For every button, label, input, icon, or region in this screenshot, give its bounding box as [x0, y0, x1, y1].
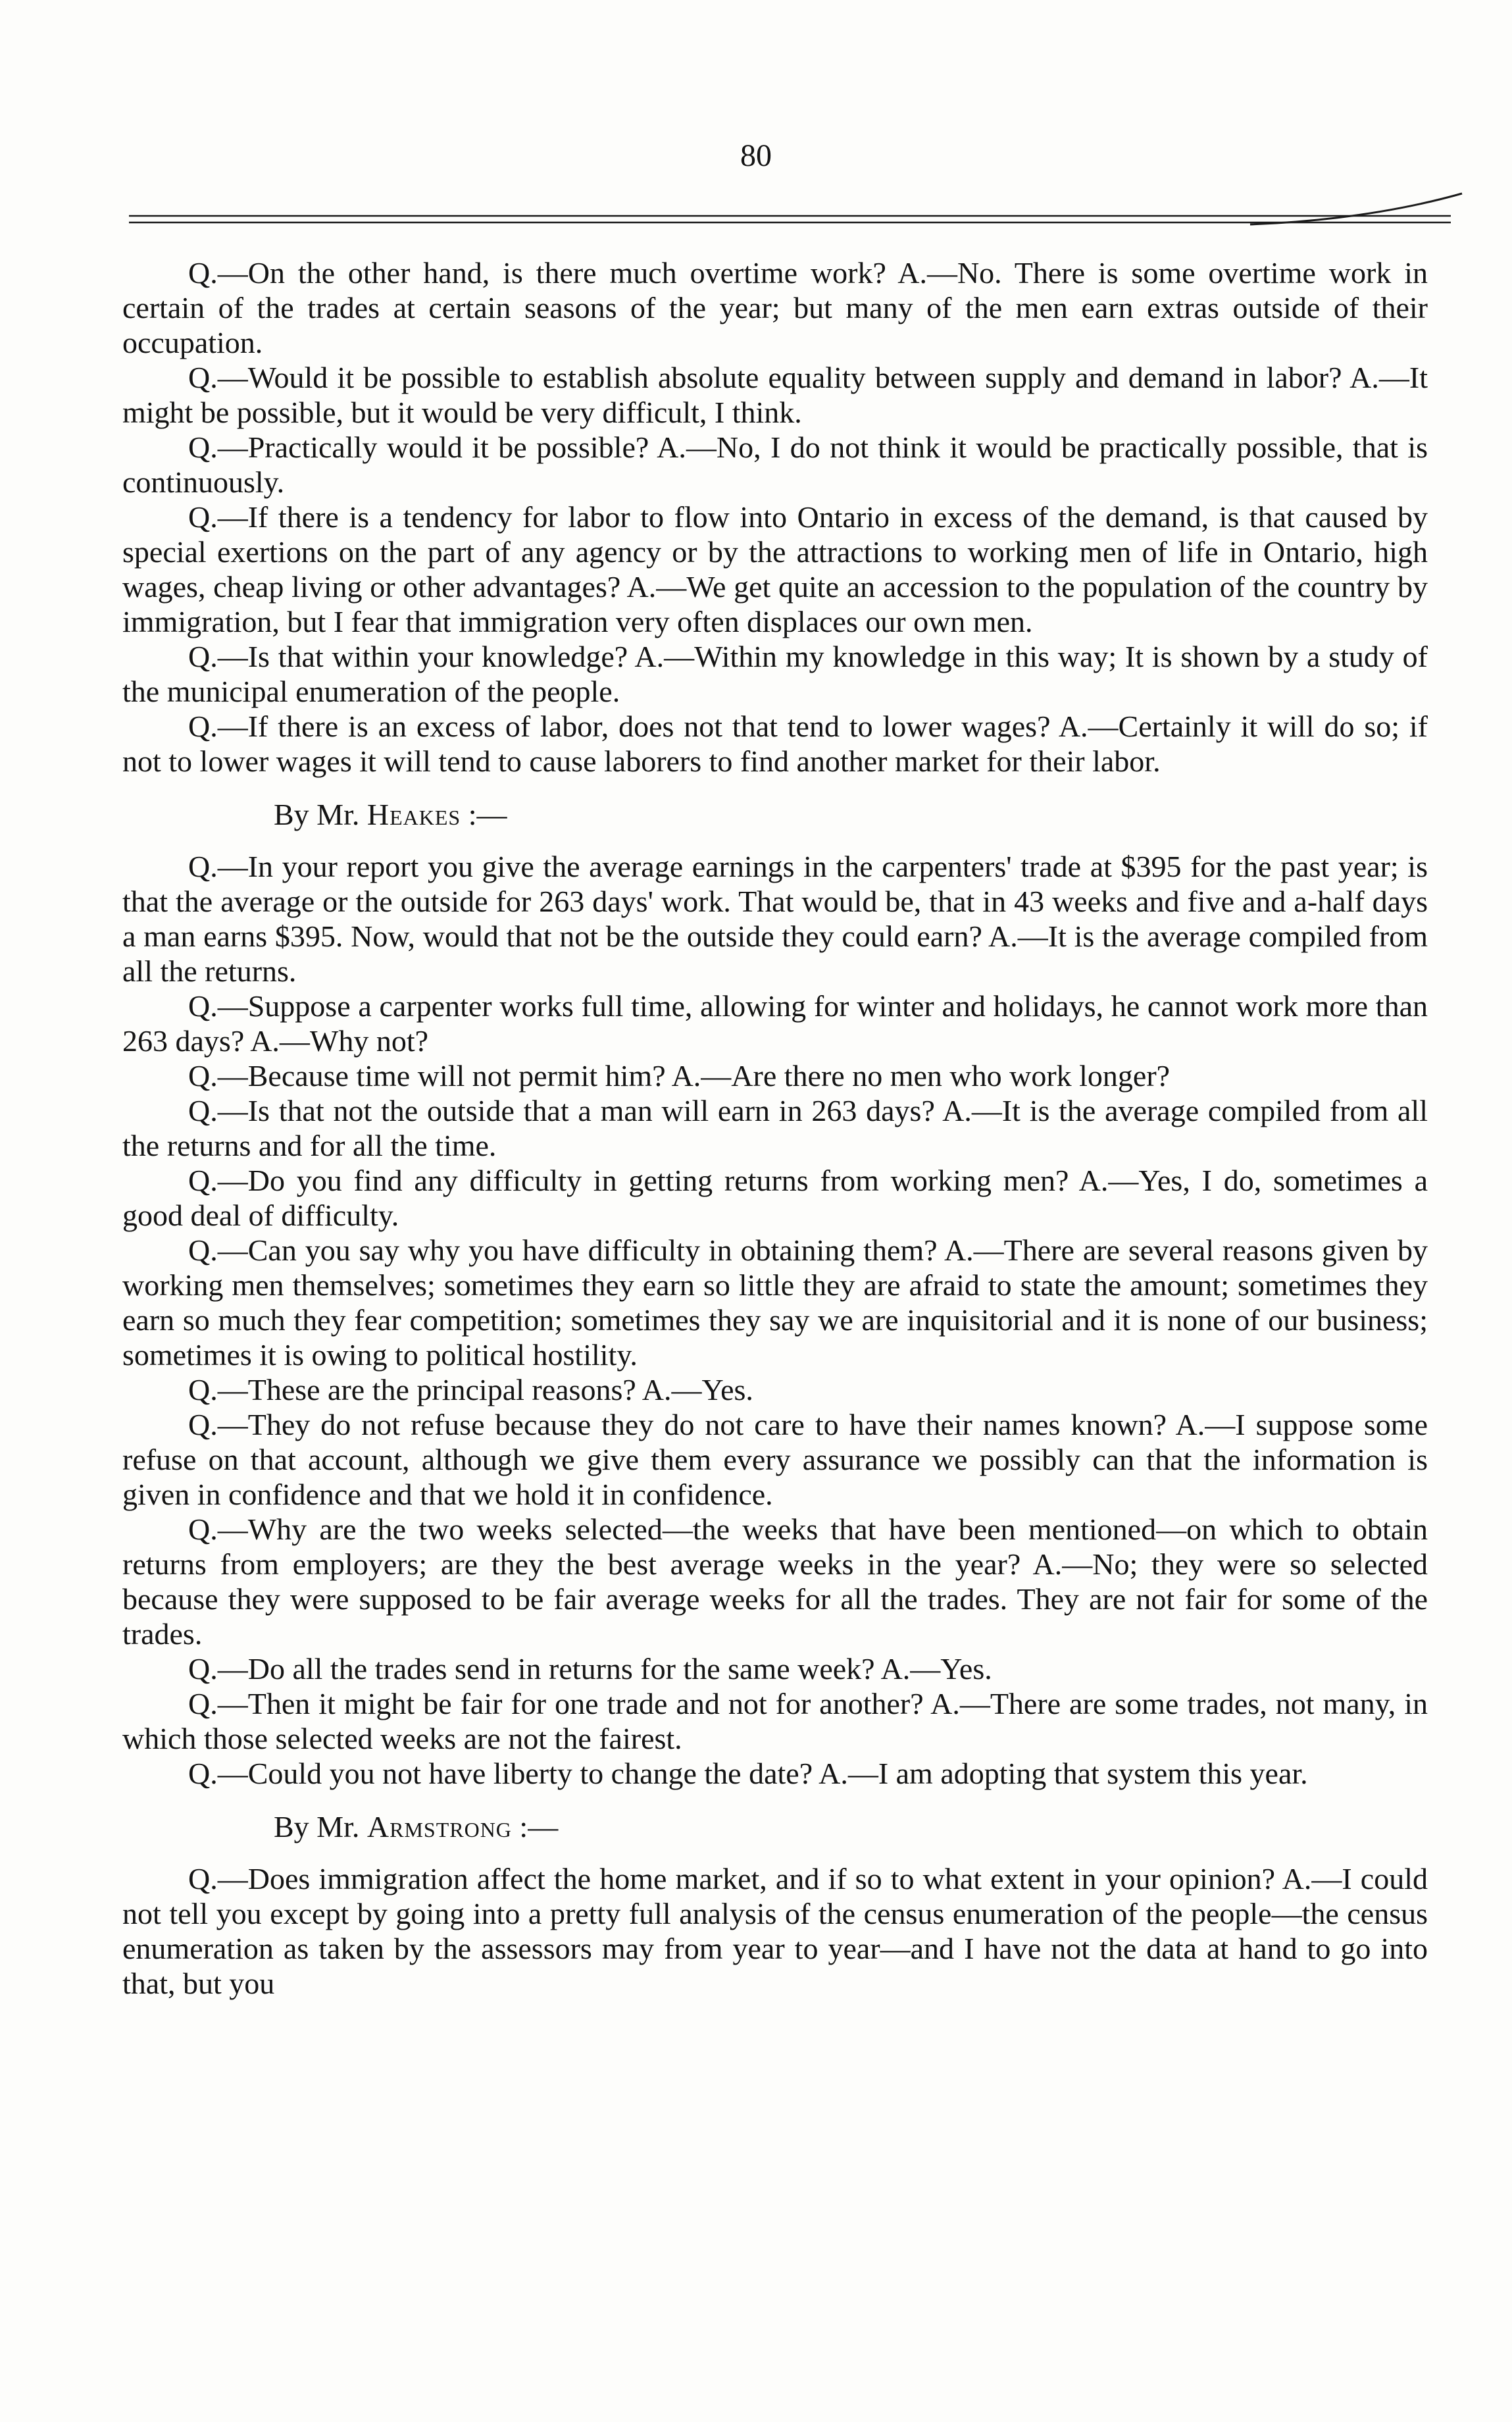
header-double-rule	[0, 0, 1512, 263]
testimony-paragraph: Q.—If there is a tendency for labor to flow into Ontario in excess of the demand, is that caused by special exertions on the part of any agency or by the attractions to working men of life in Ontario, high wages, cheap living or other advantages? A.—We get quite an accession to the population of the country by immigration, but I fear that immigration very often displaces our own men.	[122, 500, 1428, 638]
byline-suffix: :—	[511, 1810, 559, 1843]
examiner-byline	[122, 797, 1428, 832]
testimony-paragraph: Q.—Would it be possible to establish absolute equality between supply and demand in labor? A.—It might be possible, but it would be very difficult, I think.	[122, 361, 1428, 429]
examiner-byline	[122, 1809, 1428, 1844]
byline-suffix: :—	[461, 798, 507, 831]
testimony-paragraph: Q.—They do not refuse because they do not care to have their names known? A.—I suppose some refuse on that account, although we give them every assurance we possibly can that the information is given in confidence and that we hold it in confidence.	[122, 1408, 1428, 1511]
testimony-paragraph: Q.—Because time will not permit him? A.—Are there no men who work longer?	[188, 1059, 1171, 1093]
testimony-paragraph: Q.—Does immigration affect the home market, and if so to what extent in your opinion? A.—I could not tell you except by going into a pretty full analysis of the census enumeration of the people—the census enumeration as taken by the assessors may from year to year—and I have not the data at hand to go into that, but you	[122, 1862, 1428, 2000]
byline-prefix: By Mr.	[274, 1810, 367, 1843]
header-rule-swash	[1250, 193, 1462, 224]
testimony-paragraph: Q.—Can you say why you have difficulty in obtaining them? A.—There are several reasons given by working men themselves; sometimes they earn so little they are afraid to state the amount; sometimes they earn so much they fear competition; sometimes they say we are inquisitorial and it is none of our business; sometimes it is owing to political hostility.	[122, 1233, 1428, 1372]
testimony-paragraph: Q.—Could you not have liberty to change the date? A.—I am adopting that system this year.	[188, 1757, 1308, 1790]
examiner-name: Heakes	[366, 798, 461, 831]
page-body	[122, 255, 1428, 2001]
testimony-paragraph: Q.—Suppose a carpenter works full time, allowing for winter and holidays, he cannot work more than 263 days? A.—Why not?	[122, 989, 1428, 1058]
testimony-paragraph: Q.—Is that not the outside that a man will earn in 263 days? A.—It is the average compiled from all the returns and for all the time.	[122, 1094, 1428, 1162]
testimony-paragraph: Q.—Is that within your knowledge? A.—Within my knowledge in this way; It is shown by a study of the municipal enumeration of the people.	[122, 640, 1428, 708]
testimony-paragraph: Q.—Then it might be fair for one trade and not for another? A.—There are some trades, not many, in which those selected weeks are not the fairest.	[122, 1687, 1428, 1755]
testimony-paragraph: Q.—Do all the trades send in returns for the same week? A.—Yes.	[188, 1652, 992, 1686]
testimony-paragraph: Q.—In your report you give the average earnings in the carpenters' trade at $395 for the past year; is that the average or the outside for 263 days' work. That would be, that in 43 weeks and five and a-half days a man earns $395. Now, would that not be the outside they could earn? A.—It is the average compiled from all the returns.	[122, 850, 1428, 988]
testimony-paragraph: Q.—On the other hand, is there much overtime work? A.—No. There is some overtime work in certain of the trades at certain seasons of the year; but many of the men earn extras outside of their occupation.	[122, 256, 1428, 359]
testimony-paragraph: Q.—Why are the two weeks selected—the weeks that have been mentioned—on which to obtain returns from employers; are they the best average weeks in the year? A.—No; they were so selected because they were supposed to be fair average weeks for all the trades. They are not fair for some of the trades.	[122, 1512, 1428, 1651]
page-number: 80	[740, 138, 772, 173]
testimony-paragraph: Q.—Do you find any difficulty in getting returns from working men? A.—Yes, I do, sometimes a good deal of difficulty.	[122, 1164, 1428, 1232]
testimony-paragraph: Q.—If there is an excess of labor, does not that tend to lower wages? A.—Certainly it will do so; if not to lower wages it will tend to cause laborers to find another market for their labor.	[122, 709, 1428, 778]
byline-prefix: By Mr.	[274, 798, 367, 831]
testimony-paragraph: Q.—These are the principal reasons? A.—Yes.	[188, 1373, 753, 1406]
testimony-paragraph: Q.—Practically would it be possible? A.—No, I do not think it would be practically possible, that is continuously.	[122, 430, 1428, 499]
examiner-name: Armstrong	[366, 1810, 512, 1843]
